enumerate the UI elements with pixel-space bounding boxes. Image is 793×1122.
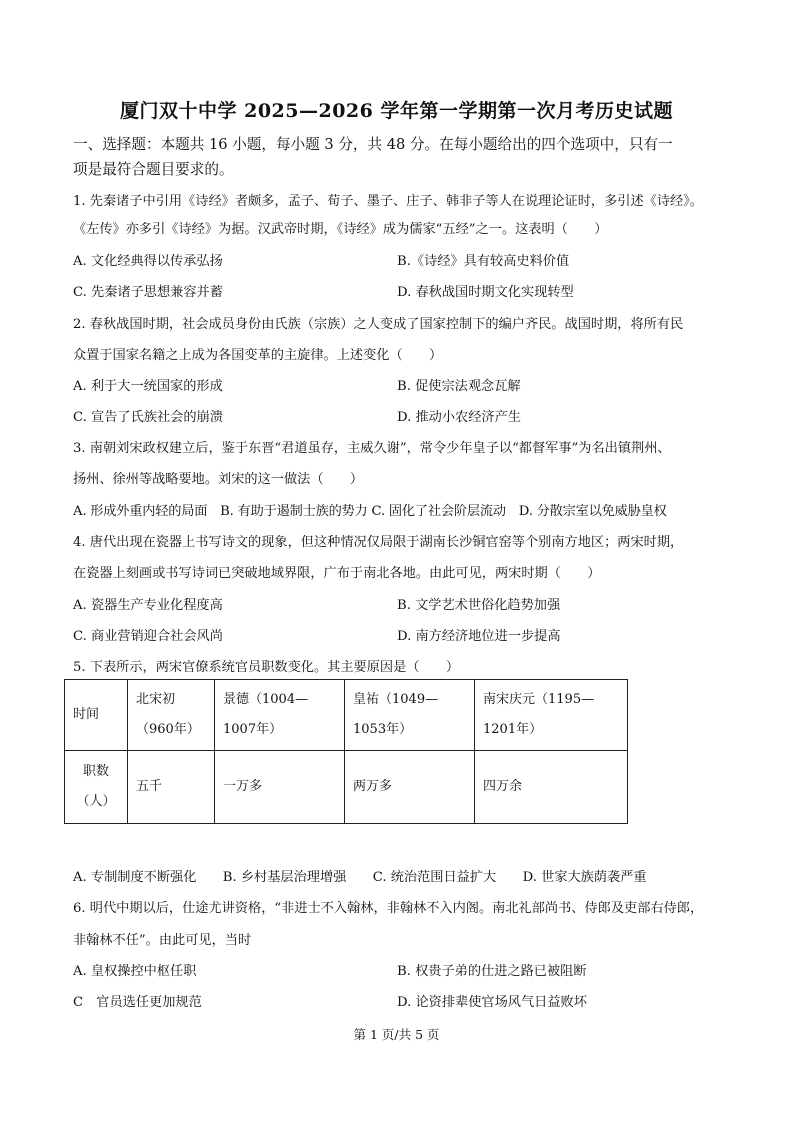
q4-option-c: C. 商业营销迎合社会风尚 (73, 629, 223, 644)
page-title: 厦门双十中学 2025—2026 学年第一学期第一次月考历史试题 (120, 100, 673, 122)
q6-stem-line2: 非翰林不任”。由此可见，当时 (73, 933, 252, 948)
table-row (65, 751, 628, 824)
q3-stem-line1: 3. 南朝刘宋政权建立后，鉴于东晋“君道虽存，主威久谢”，常令少年皇子以“都督军事”为名出镇荆州、 (73, 441, 671, 456)
q3-stem-line2: 扬州、徐州等战略要地。刘宋的这一做法（ ） (73, 472, 364, 487)
table-row (65, 680, 628, 751)
q4-option-a: A. 瓷器生产专业化程度高 (73, 598, 223, 613)
q2-option-b: B. 促使宗法观念瓦解 (397, 379, 521, 394)
q2-option-d: D. 推动小农经济产生 (397, 410, 521, 425)
q1-option-c: C. 先秦诸子思想兼容并蓄 (73, 285, 223, 300)
q4-stem-line2: 在瓷器上刻画或书写诗词已突破地域界限，广布于南北各地。由此可见，两宋时期（ ） (73, 566, 601, 581)
q1-option-a: A. 文化经典得以传承弘扬 (73, 254, 223, 269)
table-cell: 一万多 (215, 751, 345, 824)
table-header-cell: 皇祐（1049—1053年） (345, 680, 475, 751)
q6-option-c: C 官员选任更加规范 (73, 995, 202, 1010)
table-header-cell: 时间 (65, 680, 128, 751)
q6-option-d: D. 论资排辈使官场风气日益败坏 (397, 995, 587, 1010)
q1-stem-line1: 1. 先秦诸子中引用《诗经》者颇多，孟子、荀子、墨子、庄子、韩非子等人在说理论证时，多引述《诗经》。 (73, 194, 703, 209)
section-instructions-line2: 项是最符合题目要求的。 (73, 161, 234, 178)
q6-option-b: B. 权贵子弟的仕进之路已被阻断 (397, 964, 587, 979)
q4-option-b: B. 文学艺术世俗化趋势加强 (397, 598, 561, 613)
q4-stem-line1: 4. 唐代出现在瓷器上书写诗文的现象，但这种情况仅局限于湖南长沙铜官窑等个别南方地区；两宋时期， (73, 535, 684, 550)
q2-option-c: C. 宣告了氏族社会的崩溃 (73, 410, 223, 425)
table-cell: 两万多 (345, 751, 475, 824)
q5-options: A. 专制制度不断强化 B. 乡村基层治理增强 C. 统治范围日益扩大 D. 世家大族荫袭严重 (73, 870, 647, 885)
table-header-cell: 南宋庆元（1195—1201年） (475, 680, 628, 751)
q2-stem-line1: 2. 春秋战国时期，社会成员身份由氏族（宗族）之人变成了国家控制下的编户齐民。战国时期，将所有民 (73, 317, 684, 332)
table-cell: 五千 (128, 751, 215, 824)
table-header-cell: 景德（1004—1007年） (215, 680, 345, 751)
q2-stem-line2: 众置于国家名籍之上成为各国变革的主旋律。上述变化（ ） (73, 348, 443, 363)
section-instructions-line1: 一、选择题：本题共 16 小题，每小题 3 分，共 48 分。在每小题给出的四个选项中，只有一 (73, 136, 673, 153)
table-cell: 职数（人） (65, 751, 128, 824)
q6-stem-line1: 6. 明代中期以后，仕途尤讲资格，“非进士不入翰林，非翰林不入内阁。南北礼部尚书、侍郎及吏部右侍郎， (73, 901, 704, 916)
q1-option-d: D. 春秋战国时期文化实现转型 (397, 285, 574, 300)
page-footer: 第 1 页/共 5 页 (353, 1027, 440, 1042)
table-cell: 四万余 (475, 751, 628, 824)
q1-option-b: B.《诗经》具有较高史料价值 (397, 254, 570, 269)
q4-option-d: D. 南方经济地位进一步提高 (397, 629, 561, 644)
q5-officials-table (64, 679, 628, 824)
q5-stem: 5. 下表所示，两宋官僚系统官员职数变化。其主要原因是（ ） (73, 660, 460, 675)
q1-stem-line2: 《左传》亦多引《诗经》为据。汉武帝时期，《诗经》成为儒家“五经”之一。这表明（ ） (73, 222, 608, 237)
q2-option-a: A. 利于大一统国家的形成 (73, 379, 223, 394)
q6-option-a: A. 皇权操控中枢任职 (73, 964, 197, 979)
q3-options: A. 形成外重内轻的局面 B. 有助于遏制士族的势力 C. 固化了社会阶层流动 D. 分散宗室以免威胁皇权 (73, 504, 667, 519)
table-header-cell: 北宋初（960年） (128, 680, 215, 751)
